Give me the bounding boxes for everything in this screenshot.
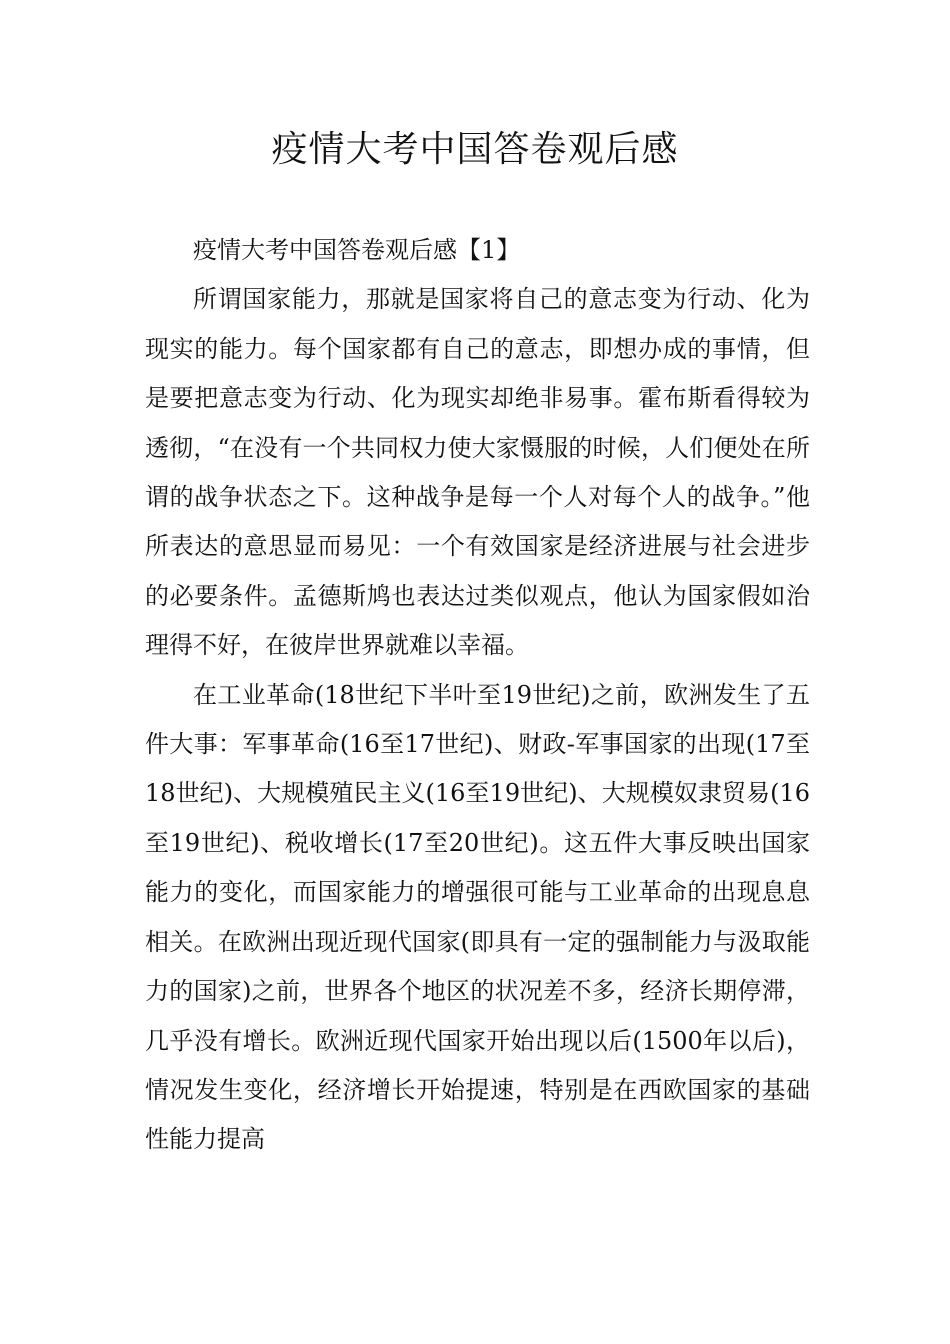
section-heading: 疫情大考中国答卷观后感【1】	[193, 236, 521, 264]
paragraph-1: 所谓国家能力，那就是国家将自己的意志变为行动、化为现实的能力。每个国家都有自己的意志，即想办成的事情，但是要把意志变为行动、化为现实却绝非易事。霍布斯看得较为透彻，“在没有一个共同权力使大家慑服的时候，人们便处在所谓的战争状态之下。这种战争是每一个人对每个人的战争。”他所表达的意思显而易见：一个有效国家是经济进展与社会进步的必要条件。孟德斯鸠也表达过类似观点，他认为国家假如治理得不好，在彼岸世界就难以幸福。	[145, 285, 810, 660]
document-title: 疫情大考中国答卷观后感	[271, 129, 679, 170]
paragraph-2: 在工业革命(18世纪下半叶至19世纪)之前，欧洲发生了五件大事：军事革命(16至17世纪)、财政-军事国家的出现(17至18世纪)、大规模殖民主义(16至19世纪)、大规模奴隶贸易(16至19世纪)、税收增长(17至20世纪)。这五件大事反映出国家能力的变化，而国家能力的增强很可能与工业革命的出现息息相关。在欧洲出现近现代国家(即具有一定的强制能力与汲取能力的国家)之前，世界各个地区的状况差不多，经济长期停滞，几乎没有增长。欧洲近现代国家开始出现以后(1500年以后)，情况发生变化，经济增长开始提速，特别是在西欧国家的基础性能力提高	[145, 680, 810, 1154]
document-body	[145, 226, 810, 1165]
